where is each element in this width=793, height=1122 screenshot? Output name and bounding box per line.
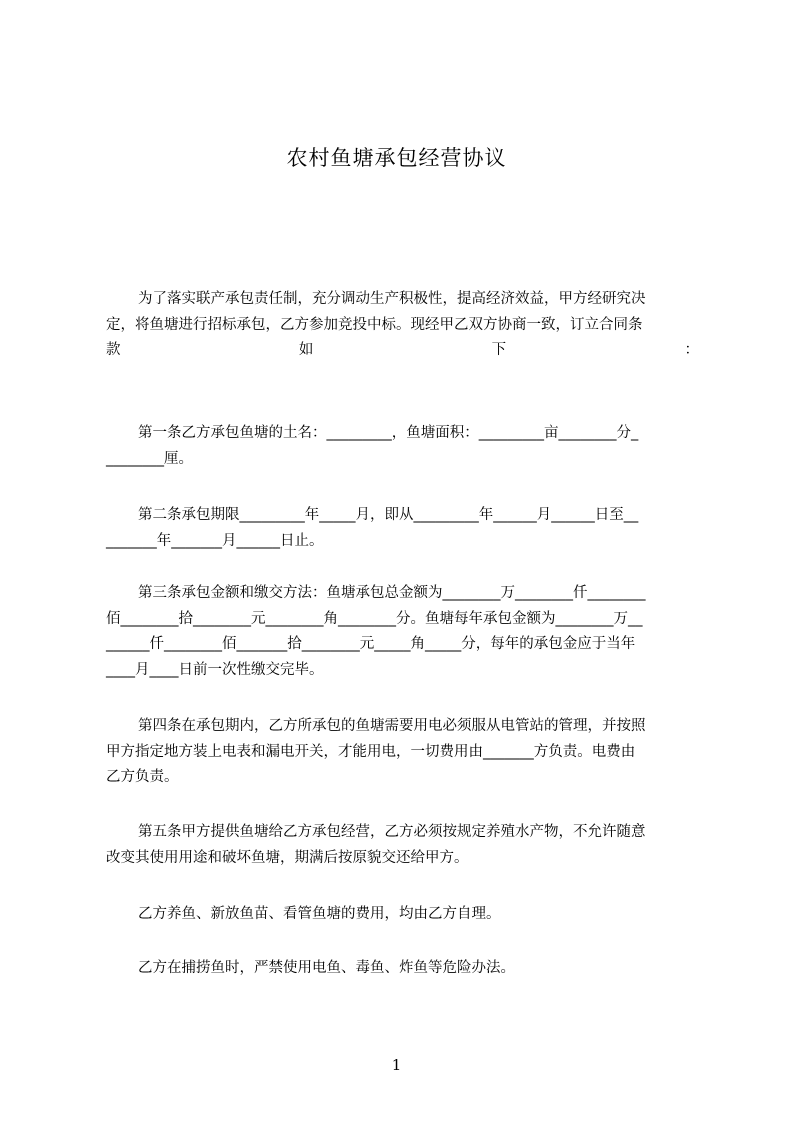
article-3-line-3: ______仟________佰_______拾________元_____角_____分，每年的承包金应于当年 [106, 636, 636, 652]
article-5-line-2: 改变其使用用途和破坏鱼塘，期满后按原貌交还给甲方。 [106, 849, 469, 866]
intro-line-1: 为了落实联产承包责任制，充分调动生产积极性，提高经济效益，甲方经研究决 [138, 291, 646, 307]
intro-word: ： [684, 342, 699, 358]
article-3-line-1: 第三条承包金额和缴交方法：鱼塘承包总金额为________万________仟________ [138, 585, 646, 601]
document-title: 农村鱼塘承包经营协议 [286, 146, 507, 170]
article-3-line-4: ____月____日前一次性缴交完毕。 [106, 661, 324, 678]
fees-line: 乙方养鱼、新放鱼苗、看管鱼塘的费用，均由乙方自理。 [138, 906, 501, 922]
article-5-line-1: 第五条甲方提供鱼塘给乙方承包经营，乙方必须按规定养殖水产物，不允许随意 [138, 824, 646, 840]
fishing-line: 乙方在捕捞鱼时，严禁使用电鱼、毒鱼、炸鱼等危险办法。 [138, 960, 515, 976]
fishing-paragraph [106, 956, 699, 982]
intro-line-2: 定，将鱼塘进行招标承包，乙方参加竞投中标。现经甲乙双方协商一致，订立合同条 [106, 316, 643, 333]
article-3 [106, 581, 699, 683]
article-2-line-2: _______年_______月______日止。 [106, 532, 324, 549]
article-4-line-2: 甲方指定地方装上电表和漏电开关，才能用电，一切费用由_______方负责。电费由 [106, 743, 636, 760]
article-3-line-2: 佰________拾________元________角________分。鱼塘每年承包金额为________万__ [106, 610, 643, 627]
article-1-line-2: ________厘。 [106, 450, 193, 467]
article-4-line-3: 乙方负责。 [106, 769, 179, 785]
intro-word: 下 [491, 342, 507, 358]
article-5 [106, 820, 699, 871]
article-4-line-1: 第四条在承包期内，乙方所承包的鱼塘需要用电必须服从电管站的管理，并按照 [138, 718, 646, 734]
article-4 [106, 714, 699, 791]
intro-line-3 [106, 338, 699, 364]
fees-paragraph [106, 902, 699, 928]
article-2 [106, 503, 699, 554]
article-1-line-1: 第一条乙方承包鱼塘的土名：_________，鱼塘面积：_________亩________分_ [138, 425, 639, 441]
article-1 [106, 421, 699, 472]
intro-word: 如 [298, 342, 314, 358]
page-number: 1 [391, 1056, 402, 1074]
intro-word: 款 [106, 342, 121, 358]
article-2-line-1: 第二条承包期限_________年_____月，即从_________年______月______日至__ [138, 507, 639, 523]
intro-paragraph [106, 287, 699, 364]
